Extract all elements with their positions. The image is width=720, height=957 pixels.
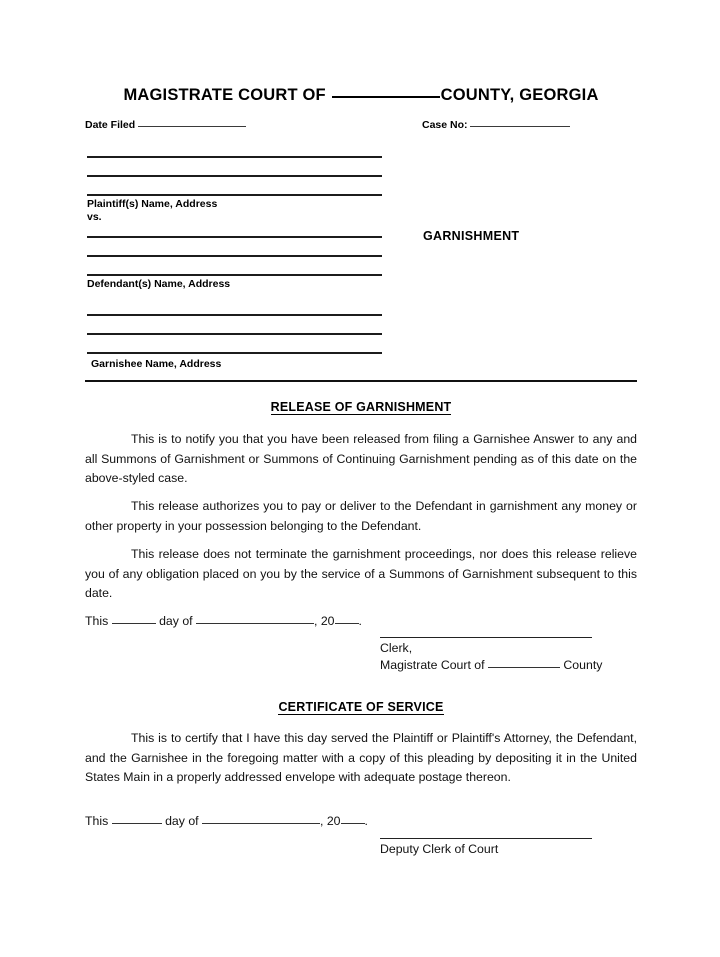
certificate-heading (85, 700, 637, 714)
caption-divider-rule (85, 380, 637, 382)
garnishee-line-2[interactable] (87, 333, 382, 335)
certificate-year-prefix: , 20 (320, 814, 341, 828)
clerk-court-suffix: County (563, 658, 603, 672)
defendant-line-3[interactable] (87, 274, 382, 276)
clerk-court-prefix: Magistrate Court of (380, 658, 485, 672)
plaintiff-line-3[interactable] (87, 194, 382, 196)
release-heading-text: RELEASE OF GARNISHMENT (270, 400, 452, 414)
clerk-title-line-1: Clerk, (380, 641, 413, 655)
certificate-date-prefix: This (85, 814, 109, 828)
case-no-input[interactable] (470, 126, 570, 127)
release-year-prefix: , 20 (314, 614, 335, 628)
defendant-label: Defendant(s) Name, Address (87, 278, 231, 290)
release-heading (85, 400, 637, 414)
filing-row (85, 119, 637, 135)
page-title (85, 86, 637, 105)
case-number-group (422, 119, 570, 131)
clerk-signature-line[interactable] (380, 637, 592, 638)
deputy-clerk-signature-block (380, 838, 620, 858)
clerk-signature-block (380, 637, 620, 674)
defendant-line-2[interactable] (87, 255, 382, 257)
release-paragraph-3: This release does not terminate the garnishment proceedings, nor does this release relieve you of any obligation placed on you by the service of a Summons of Garnishment subsequent to this date. (85, 547, 637, 600)
release-year-input[interactable] (335, 623, 359, 624)
date-filed-label: Date Filed (85, 119, 136, 131)
clerk-title-line-2 (380, 657, 620, 674)
plaintiff-line-1[interactable] (87, 156, 382, 158)
certificate-month-input[interactable] (202, 823, 320, 824)
release-date-suffix: . (358, 614, 362, 628)
county-blank-field[interactable] (332, 96, 440, 98)
release-day-input[interactable] (112, 623, 156, 624)
garnishee-line-1[interactable] (87, 314, 382, 316)
release-paragraph-2: This release authorizes you to pay or deliver to the Defendant in garnishment any money or other property in your possession belonging to the Defendant. (85, 499, 637, 533)
case-no-label: Case No: (422, 119, 468, 131)
certificate-date-line (85, 814, 368, 828)
certificate-date-suffix: . (364, 814, 368, 828)
plaintiff-line-2[interactable] (87, 175, 382, 177)
plaintiff-label: Plaintiff(s) Name, Address (87, 198, 218, 210)
certificate-year-input[interactable] (341, 823, 365, 824)
release-month-input[interactable] (196, 623, 314, 624)
release-date-prefix: This (85, 614, 109, 628)
certificate-date-mid: day of (165, 814, 199, 828)
date-filed-input[interactable] (138, 126, 246, 127)
date-filed-group (85, 119, 246, 131)
title-prefix-text: MAGISTRATE COURT OF (123, 86, 331, 104)
release-paragraph-1: This is to notify you that you have been released from filing a Garnishee Answer to any and all Summons of Garnishment or Summons of Continuing Garnishment pending as of this date on the above-styled case. (85, 432, 637, 485)
release-date-mid: day of (159, 614, 193, 628)
certificate-day-input[interactable] (112, 823, 162, 824)
deputy-clerk-signature-line[interactable] (380, 838, 592, 839)
certificate-paragraph-1: This is to certify that I have this day served the Plaintiff or Plaintiff's Attorney, the Defendant, and the Garnishee in the foregoing matter with a copy of this pleading by depositing it in the United States Main in a properly addressed envelope with adequate postage thereon. (85, 731, 637, 784)
vs-label: vs. (87, 211, 102, 223)
case-type-label: GARNISHMENT (423, 229, 520, 243)
clerk-county-input[interactable] (488, 667, 560, 668)
certificate-heading-text: CERTIFICATE OF SERVICE (278, 700, 444, 714)
title-suffix-text: COUNTY, GEORGIA (440, 86, 599, 104)
release-date-line (85, 614, 362, 628)
deputy-clerk-title: Deputy Clerk of Court (380, 842, 499, 856)
garnishee-line-3[interactable] (87, 352, 382, 354)
garnishee-label: Garnishee Name, Address (91, 358, 222, 370)
defendant-line-1[interactable] (87, 236, 382, 238)
